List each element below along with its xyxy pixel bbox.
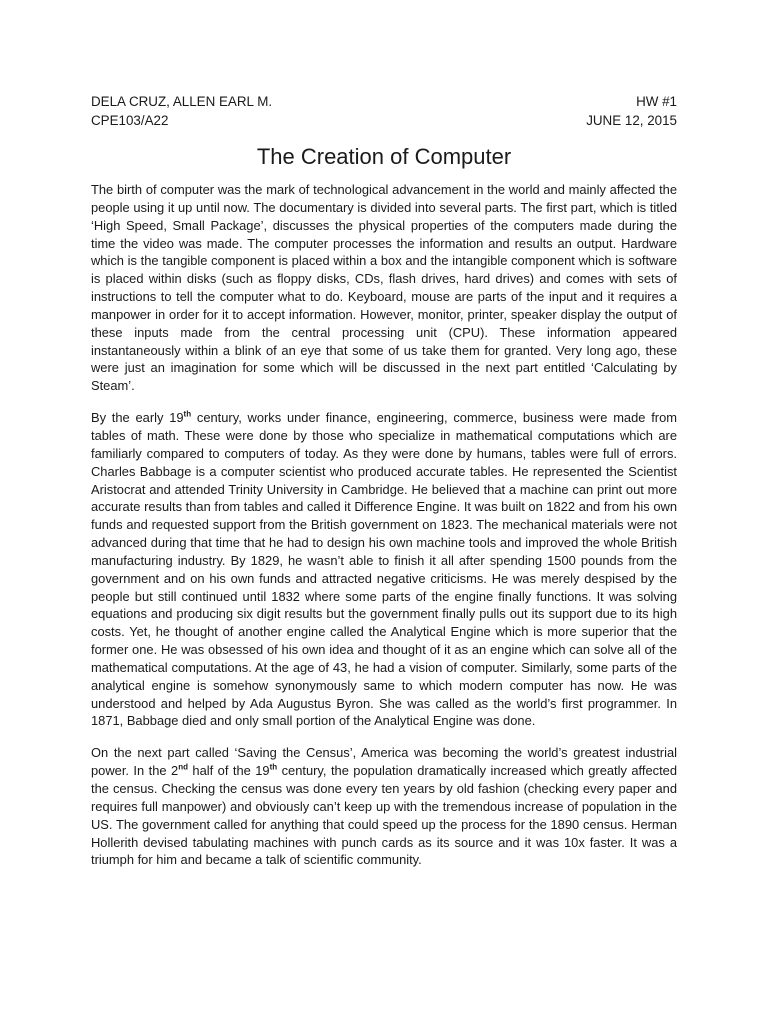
superscript-nd: nd [178, 762, 188, 772]
paragraph-2-text-b: century, works under finance, engineering, commerce, business were made from tables of math. These were done by those who specialize in mathematical computations which are familiarly compared to computers of today. As they were done by humans, tables were full of errors. Charles Babbage is a computer scientist who produced accurate tables. He represented the Scientist Aristocrat and attended Trinity University in Cambridge. He believed that a machine can print out more accurate results than from tables and called it Difference Engine. It was built on 1822 and from his own funds and requested support from the British government on 1823. The mechanical materials were not advanced during that time that he had to design his own machine tools and improved the whole British manufacturing industry. By 1829, he wasn’t able to finish it all after spending 1500 pounds from the government and on his own funds and attracted negative criticisms. He was merely despised by the people but still continued until 1832 where some parts of the engine finally functions. It was solving equations and producing six digit results but the government finally pulls out its support due to its high costs. Yet, he thought of another engine called the Analytical Engine which is more superior that the former one. He was obsessed of his own idea and thought of it as an engine which can solve all of the mathematical computations. At the age of 43, he had a vision of computer. Similarly, some parts of the analytical engine is somehow synonymously same to which modern computer has now. He was understood and helped by Ada Augustus Byron. She was called as the world’s first programmer. In 1871, Babbage died and only small portion of the Analytical Engine was done. [91, 410, 677, 729]
document-title: The Creation of Computer [256, 144, 512, 169]
paragraph-3-text-a: On the next part called ‘Saving the Census’, America was becoming the world’s greatest industrial power. In the 2 [91, 745, 677, 779]
paragraph-1: The birth of computer was the mark of technological advancement in the world and mainly affected the people using it up until now. The documentary is divided into several parts. The first part, which is titled ‘High Speed, Small Package’, discusses the physical properties of the computers made during the time the video was made. The computer processes the information and results an output. Hardware which is the tangible component is placed within a box and the intangible component which is software is placed within disks (such as floppy disks, CDs, flash drives, hard drives) and comes with sets of instructions to tell the computer what to do. Keyboard, mouse are parts of the input and it requires a manpower in order for it to accept information. However, monitor, printer, speaker display the output of these inputs made from the central processing unit (CPU). These information appeared instantaneously within a blink of an eye that some of us take them for granted. Very long ago, these were just an imagination for some which will be discussed in the next part entitled ‘Calculating by Steam’. [91, 182, 677, 394]
header-row-2 [91, 111, 677, 130]
author-name: DELA CRUZ, ALLEN EARL M. [91, 94, 273, 109]
document-date: JUNE 12, 2015 [586, 113, 677, 128]
superscript-th: th [269, 762, 278, 772]
header-row-1 [91, 92, 677, 111]
paragraph-3-text-b: half of the 19 [187, 763, 270, 779]
homework-number: HW #1 [636, 94, 677, 109]
paragraph-3 [91, 744, 677, 869]
superscript-th: th [183, 409, 192, 419]
document-page [91, 92, 677, 883]
course-section: CPE103/A22 [91, 113, 169, 128]
paragraph-2 [91, 409, 677, 730]
paragraph-2-text-a: By the early 19 [91, 410, 184, 426]
paragraph-3-text-c: century, the population dramatically increased which greatly affected the census. Checking the census was done every ten years by old fashion (checking every paper and requires full manpower) and obviously can’t keep up with the tremendous increase of population in the US. The government called for anything that could speed up the process for the 1890 census. Herman Hollerith devised tabulating machines with punch cards as its source and it was 10x faster. It was a triumph for him and became a talk of scientific community. [91, 763, 678, 868]
